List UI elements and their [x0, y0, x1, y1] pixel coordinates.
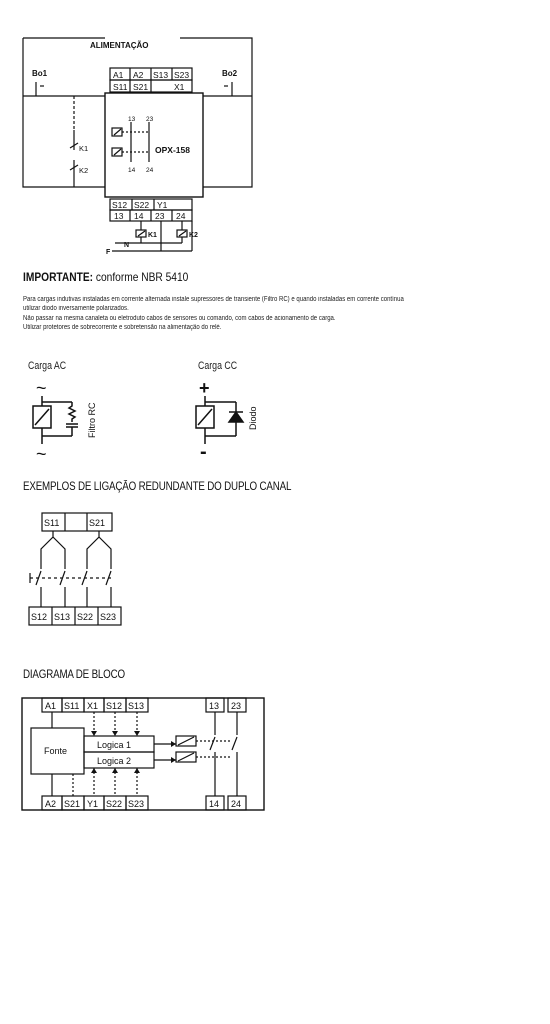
block-top-23: 23 — [231, 701, 242, 711]
block-logic1: Logica 1 — [97, 740, 132, 750]
block-bottom-a2: A2 — [45, 799, 57, 809]
diode-label: Diodo — [248, 406, 258, 430]
bot-terminal-y1: Y1 — [157, 200, 168, 210]
important-note — [23, 270, 543, 332]
bo2-label: Bo2 — [222, 69, 238, 78]
bot-terminal-13: 13 — [114, 211, 124, 221]
important-title-bold: IMPORTANTE: — [23, 270, 94, 284]
top-terminal-x1: X1 — [174, 82, 185, 92]
n-label: N — [124, 242, 130, 249]
bot-terminal-23: 23 — [155, 211, 165, 221]
coil-k1-label: K1 — [148, 232, 157, 239]
block-bottom-y1: Y1 — [87, 799, 99, 809]
supply-label: ALIMENTAÇÃO — [90, 41, 149, 50]
redundant-diagram — [0, 505, 550, 635]
important-line-1: Para cargas indutivas instaladas em corrente alternada instale supressores de transiente (Filtro RC) e quando instaladas em corrente contínua — [23, 296, 404, 303]
ac-load-title: Carga AC — [28, 360, 67, 372]
dc-load-title: Carga CC — [198, 360, 238, 372]
important-title-rest: conforme NBR 5410 — [93, 270, 189, 284]
coil-k2-label: K2 — [189, 232, 198, 239]
redundant-title: EXEMPLOS DE LIGAÇÃO REDUNDANTE DO DUPLO CANAL — [23, 481, 292, 493]
k2-label: K2 — [79, 166, 89, 175]
redundant-bottom-s12: S12 — [31, 612, 48, 622]
important-line-4: Utilizar protetores de sobrecorrente e sobretensão na alimentação do relé. — [23, 323, 222, 331]
redundant-bottom-s22: S22 — [77, 612, 94, 622]
top-terminal-a1: A1 — [113, 70, 124, 80]
top-terminal-s13: S13 — [153, 70, 169, 80]
top-terminal-s21: S21 — [133, 82, 149, 92]
important-line-3: Não passar na mesma canaleta ou eletroduto cabos de sensores ou comando, com cabos de acionamento de carga. — [23, 314, 336, 322]
redundant-bottom-s13: S13 — [54, 612, 71, 622]
top-terminal-s11: S11 — [113, 82, 128, 92]
bot-terminal-24: 24 — [176, 211, 186, 221]
block-logic2: Logica 2 — [97, 756, 132, 766]
top-terminal-s23: S23 — [174, 70, 190, 80]
block-bottom-s23: S23 — [128, 799, 145, 809]
contact-14: 14 — [128, 167, 136, 174]
block-bottom-s21: S21 — [64, 799, 81, 809]
bo1-label: Bo1 — [32, 69, 48, 78]
block-bottom-s22: S22 — [106, 799, 123, 809]
dc-plus: + — [199, 378, 210, 398]
block-bottom-24: 24 — [231, 799, 242, 809]
ac-symbol-bottom: ~ — [36, 444, 47, 464]
top-terminal-a2: A2 — [133, 70, 144, 80]
bot-terminal-14: 14 — [134, 211, 144, 221]
rc-filter-label: Filtro RC — [87, 402, 97, 438]
ac-symbol-top: ~ — [36, 378, 47, 398]
f-label: F — [106, 249, 111, 256]
block-top-13: 13 — [209, 701, 220, 711]
block-bottom-14: 14 — [209, 799, 220, 809]
redundant-top-s21: S21 — [89, 518, 106, 528]
contact-13: 13 — [128, 116, 136, 123]
contact-23: 23 — [146, 116, 154, 123]
important-line-2: utilizar diodo inversamente polarizados. — [23, 305, 129, 313]
load-diagrams — [0, 378, 550, 468]
block-top-s13: S13 — [128, 701, 145, 711]
bot-terminal-s22: S22 — [134, 200, 150, 210]
contact-24: 24 — [146, 167, 154, 174]
redundant-top-s11: S11 — [44, 518, 60, 528]
redundant-bottom-s23: S23 — [100, 612, 117, 622]
block-top-s11: S11 — [64, 701, 80, 711]
wiring-diagram — [0, 0, 550, 262]
block-top-a1: A1 — [45, 701, 57, 711]
dc-minus: - — [200, 441, 207, 463]
k1-label: K1 — [79, 144, 89, 153]
block-title: DIAGRAMA DE BLOCO — [23, 669, 125, 681]
block-top-x1: X1 — [87, 701, 99, 711]
bot-terminal-s12: S12 — [112, 200, 128, 210]
block-diagram — [0, 690, 550, 820]
model-label: OPX-158 — [155, 145, 190, 155]
important-title — [23, 270, 465, 284]
block-top-s12: S12 — [106, 701, 123, 711]
block-fonte: Fonte — [44, 746, 68, 756]
